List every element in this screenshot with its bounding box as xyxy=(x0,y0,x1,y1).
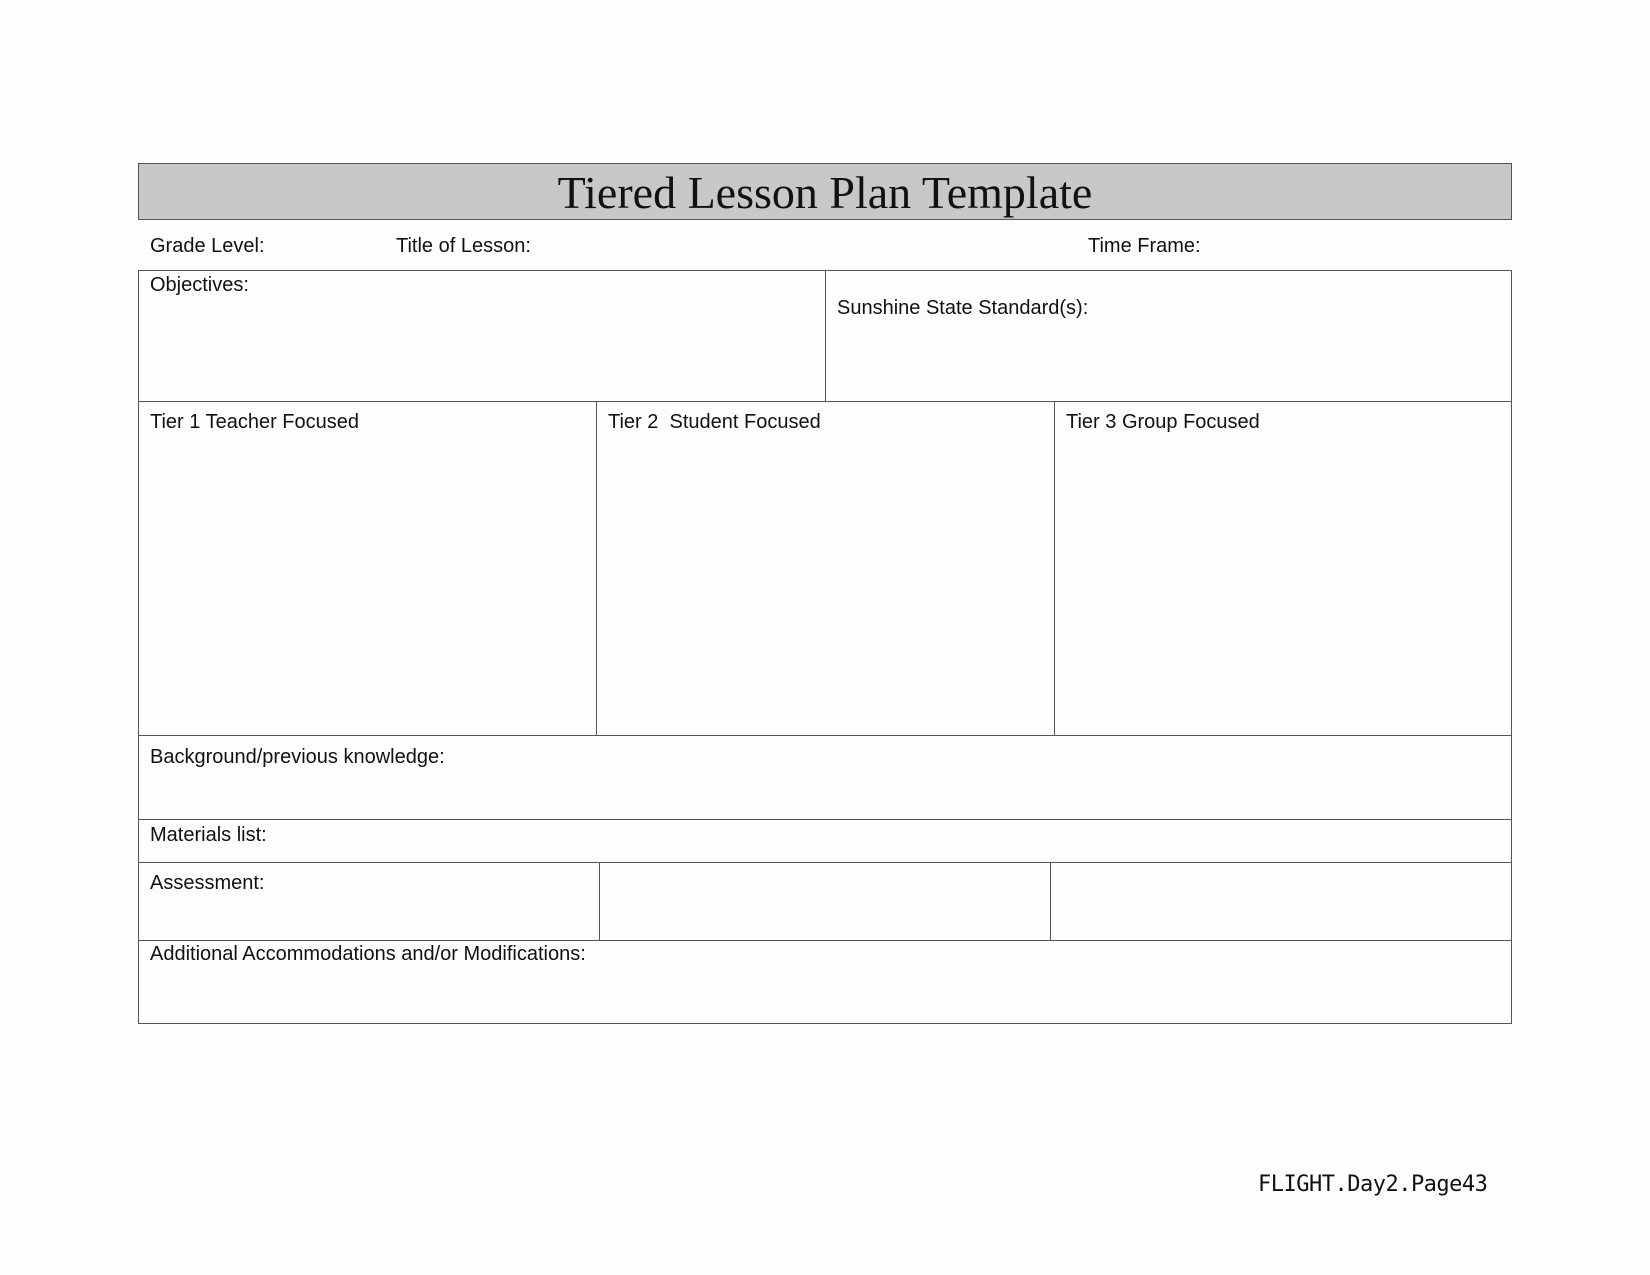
tier-3-label: Tier 3 Group Focused xyxy=(1066,411,1260,433)
materials-label: Materials list: xyxy=(150,824,267,846)
accommodations-label: Additional Accommodations and/or Modifications: xyxy=(150,943,586,965)
title-bar xyxy=(138,163,1512,220)
standards-label: Sunshine State Standard(s): xyxy=(837,297,1089,319)
background-box[interactable] xyxy=(138,735,1512,820)
objectives-label: Objectives: xyxy=(150,274,249,296)
tier-3-box[interactable] xyxy=(1054,401,1512,736)
grade-level-label: Grade Level: xyxy=(150,235,265,257)
tier-1-box[interactable] xyxy=(138,401,597,736)
materials-box[interactable] xyxy=(138,819,1512,863)
assessment-box[interactable] xyxy=(138,862,600,941)
objectives-box[interactable] xyxy=(138,270,826,402)
background-label: Background/previous knowledge: xyxy=(150,746,445,768)
tier-2-label: Tier 2 Student Focused xyxy=(608,411,821,433)
page-footer: FLIGHT.Day2.Page43 xyxy=(1258,1172,1488,1197)
tier-1-label: Tier 1 Teacher Focused xyxy=(150,411,359,433)
standards-box[interactable] xyxy=(825,270,1512,402)
assessment-box-3[interactable] xyxy=(1050,862,1512,941)
page-title: Tiered Lesson Plan Template xyxy=(557,166,1093,218)
assessment-box-2[interactable] xyxy=(599,862,1051,941)
title-of-lesson-label: Title of Lesson: xyxy=(396,235,531,257)
tier-2-box[interactable] xyxy=(596,401,1055,736)
time-frame-label: Time Frame: xyxy=(1088,235,1201,257)
assessment-label: Assessment: xyxy=(150,872,265,894)
accommodations-box[interactable] xyxy=(138,940,1512,1024)
